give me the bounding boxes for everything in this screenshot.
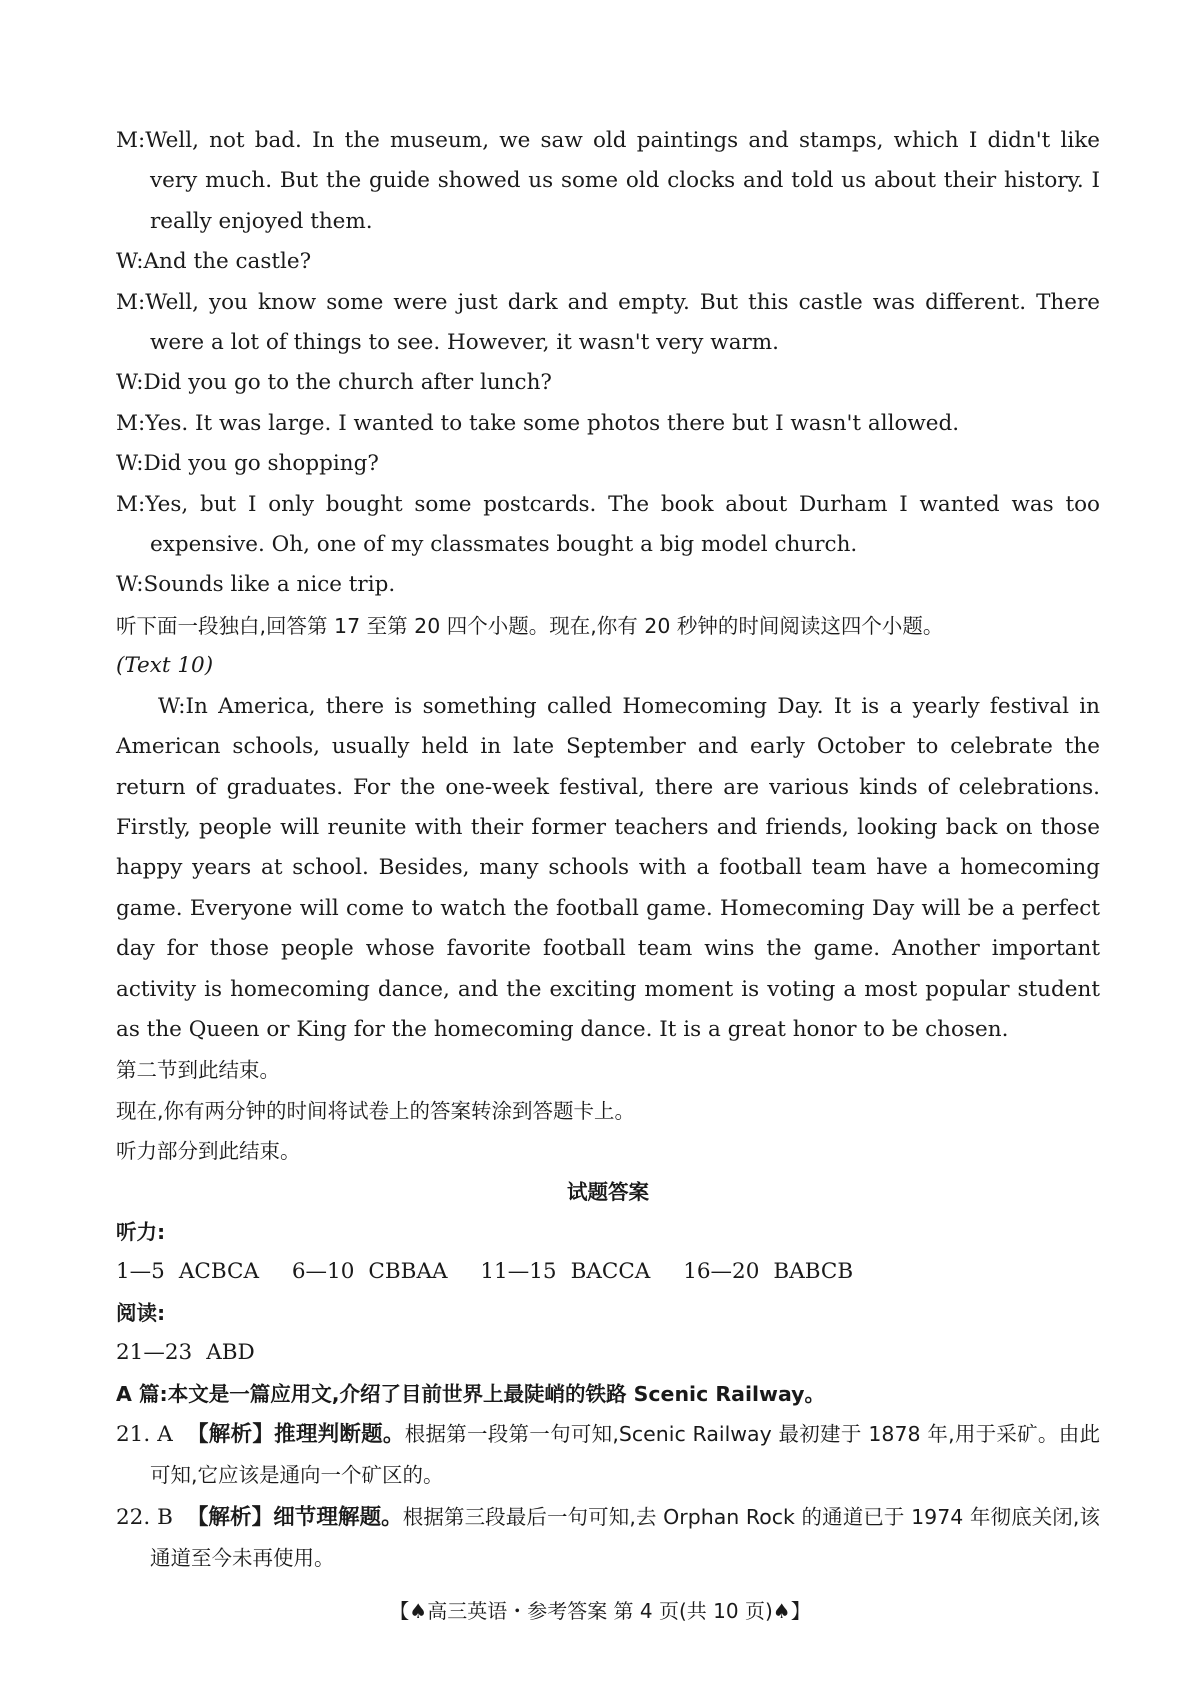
monologue-paragraph: W:In America, there is something called Homecoming Day. It is a yearly festival in American schools, usually held in late September and early October to celebrate the return of graduates. For the one-week festival, there are various kinds of celebrations. Firstly, people will reunite with their former teachers and friends, looking back on those happy years at school. Besides, many schools with a football team have a homecoming game. Everyone will come to watch the football game. Homecoming Day will be a perfect day for those people whose favorite football team wins the game. Another important activity is homecoming dance, and the exciting moment is voting a most popular student as the Queen or King for the homecoming dance. It is a great honor to be chosen.	[116, 693, 1100, 1042]
answer-key: ABD	[206, 1340, 255, 1366]
dialogue-line	[116, 242, 1100, 282]
utterance: Yes. It was large. I wanted to take some photos there but I wasn't allowed.	[145, 410, 960, 436]
question-number: 22. B	[116, 1504, 173, 1530]
explanation-tag: 【解析】推理判断题。	[187, 1422, 405, 1447]
answer-key: CBBAA	[368, 1259, 448, 1285]
footer-left-bracket: 【	[389, 1599, 410, 1623]
dialogue-line	[116, 565, 1100, 605]
reading-label: 阅读:	[116, 1300, 166, 1325]
listening-end-note: 听力部分到此结束。	[116, 1139, 301, 1164]
dialogue-line	[116, 485, 1100, 566]
answer-key: BACCA	[570, 1259, 651, 1285]
speaker: M:	[116, 410, 146, 436]
speaker: M:	[116, 128, 146, 153]
explanation-text: 根据第三段最后一句可知,去 Orphan Rock 的通道已于 1974 年彻底关闭,该通道至今未再使用。	[150, 1504, 1101, 1571]
explanation-tag: 【解析】细节理解题。	[186, 1504, 403, 1530]
answer-range: 1—5	[116, 1259, 165, 1285]
answer-key: ACBCA	[178, 1259, 260, 1285]
utterance: Well, not bad. In the museum, we saw old paintings and stamps, which I didn't like very much. But the guide showed us some old clocks and told us about their history. I really enjoyed them.	[145, 128, 1100, 234]
answer-range: 16—20	[683, 1259, 760, 1285]
text10-label: (Text 10)	[116, 653, 214, 679]
dialogue-line	[116, 444, 1100, 484]
dialogue-line	[116, 121, 1100, 242]
answers-title: 试题答案	[567, 1179, 649, 1204]
spade-icon: ♠	[409, 1599, 428, 1623]
speaker: M:	[116, 491, 146, 517]
section-end-note: 第二节到此结束。	[116, 1058, 280, 1083]
question-number: 21. A	[116, 1422, 173, 1447]
dialogue-line	[116, 404, 1100, 444]
explanation-item	[116, 1497, 1100, 1580]
utterance: Sounds like a nice trip.	[143, 572, 396, 598]
speaker: W:	[116, 451, 144, 477]
speaker: W:	[116, 249, 144, 275]
explanation-text: 根据第一段第一句可知,Scenic Railway 最初建于 1878 年,用于采矿。由此可知,它应该是通向一个矿区的。	[150, 1422, 1100, 1488]
answer-range: 6—10	[291, 1259, 355, 1285]
footer-text: 高三英语・参考答案 第 4 页(共 10 页)	[427, 1599, 773, 1623]
utterance: Did you go shopping?	[143, 451, 379, 477]
page-content	[116, 121, 1100, 1580]
utterance: Yes, but I only bought some postcards. The book about Durham I wanted was too expensive. Oh, one of my classmates bought a big model church.	[145, 491, 1100, 558]
utterance: Did you go to the church after lunch?	[143, 370, 552, 396]
utterance: And the castle?	[143, 249, 312, 275]
dialogue	[116, 121, 1100, 606]
answer-range: 21—23	[116, 1340, 193, 1366]
answer-range: 11—15	[480, 1259, 557, 1285]
answer-key: BABCB	[773, 1259, 854, 1285]
reading-answers	[116, 1333, 1100, 1373]
listening-label: 听力:	[116, 1219, 166, 1244]
speaker: W:	[116, 370, 144, 396]
footer-right-bracket: 】	[790, 1599, 811, 1623]
listening-answers	[116, 1252, 1100, 1292]
text10-instruction: 听下面一段独白,回答第 17 至第 20 四个小题。现在,你有 20 秒钟的时间阅读这四个小题。	[116, 613, 944, 638]
speaker: M:	[116, 289, 146, 315]
passage-a-summary: A 篇:本文是一篇应用文,介绍了目前世界上最陡峭的铁路 Scenic Railway。	[116, 1381, 826, 1406]
dialogue-line	[116, 283, 1100, 364]
utterance: Well, you know some were just dark and empty. But this castle was different. There were a lot of things to see. However, it wasn't very warm.	[145, 289, 1100, 356]
explanation-item	[116, 1414, 1100, 1497]
page-footer	[0, 1595, 1200, 1624]
dialogue-line	[116, 363, 1100, 403]
spade-icon: ♠	[772, 1599, 791, 1623]
transfer-note: 现在,你有两分钟的时间将试卷上的答案转涂到答题卡上。	[116, 1098, 636, 1123]
speaker: W:	[116, 572, 144, 598]
